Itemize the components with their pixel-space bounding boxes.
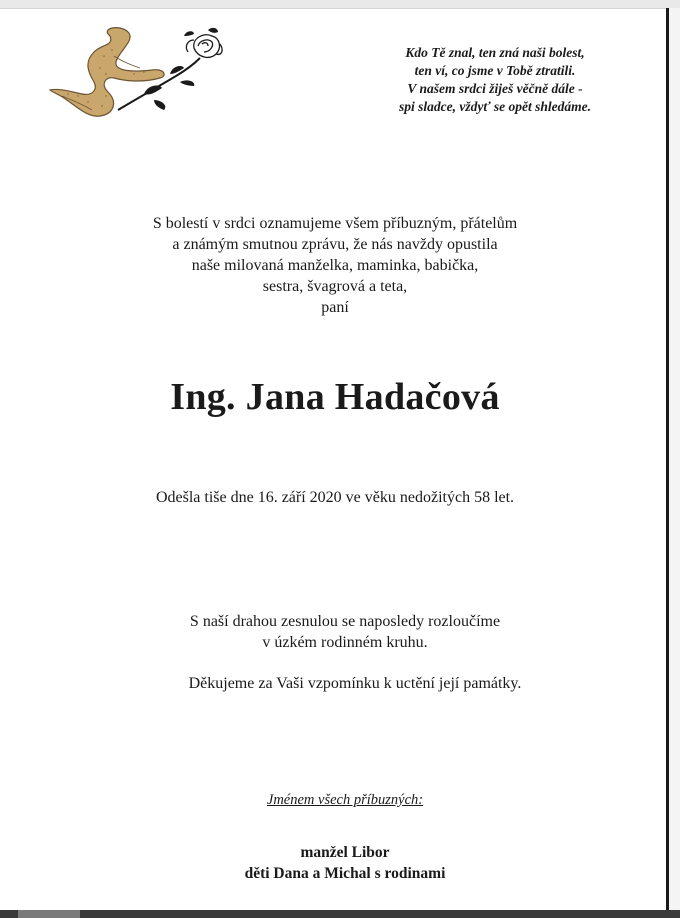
viewer-top-strip (0, 0, 680, 9)
poem-line: ten ví, co jsme v Tobě ztratili. (414, 63, 576, 78)
page-right-border (666, 8, 669, 910)
announcement-intro (60, 213, 610, 318)
viewer-bottom-bar (0, 910, 680, 918)
intro-line: S bolestí v srdci oznamujeme všem příbuzným, přátelům (152, 215, 518, 232)
poem-line: spi sladce, vždyť se opět shledáme. (398, 99, 591, 114)
intro-line: naše milovaná manželka, maminka, babička, (191, 257, 479, 274)
date-of-death: Odešla tiše dne 16. září 2020 ve věku nedožitých 58 let. (155, 489, 515, 506)
on-behalf-heading: Jménem všech příbuzných: (266, 792, 424, 808)
intro-line: a známým smutnou zprávu, že nás navždy opustila (172, 236, 498, 253)
poem-line: Kdo Tě znal, ten zná naši bolest, (405, 45, 585, 60)
ribbon-rose-icon (48, 26, 226, 126)
family-line: manžel Libor (300, 844, 390, 861)
viewer-scroll-thumb[interactable] (18, 910, 80, 918)
farewell-line: v úzkém rodinném kruhu. (262, 634, 428, 651)
page-right-margin (669, 8, 680, 910)
farewell-notice (40, 611, 650, 653)
family-signature (40, 842, 650, 884)
family-line: děti Dana a Michal s rodinami (244, 865, 446, 882)
deceased-name: Ing. Jana Hadačová (170, 376, 500, 418)
memorial-poem (350, 44, 640, 116)
intro-line: paní (321, 299, 349, 316)
farewell-line: S naší drahou zesnulou se naposledy rozloučíme (189, 613, 501, 630)
thanks-line: Děkujeme za Vaši vzpomínku k uctění její památky. (188, 675, 522, 692)
poem-line: V našem srdci žiješ věčně dále - (407, 81, 583, 96)
intro-line: sestra, švagrová a teta, (262, 278, 408, 295)
